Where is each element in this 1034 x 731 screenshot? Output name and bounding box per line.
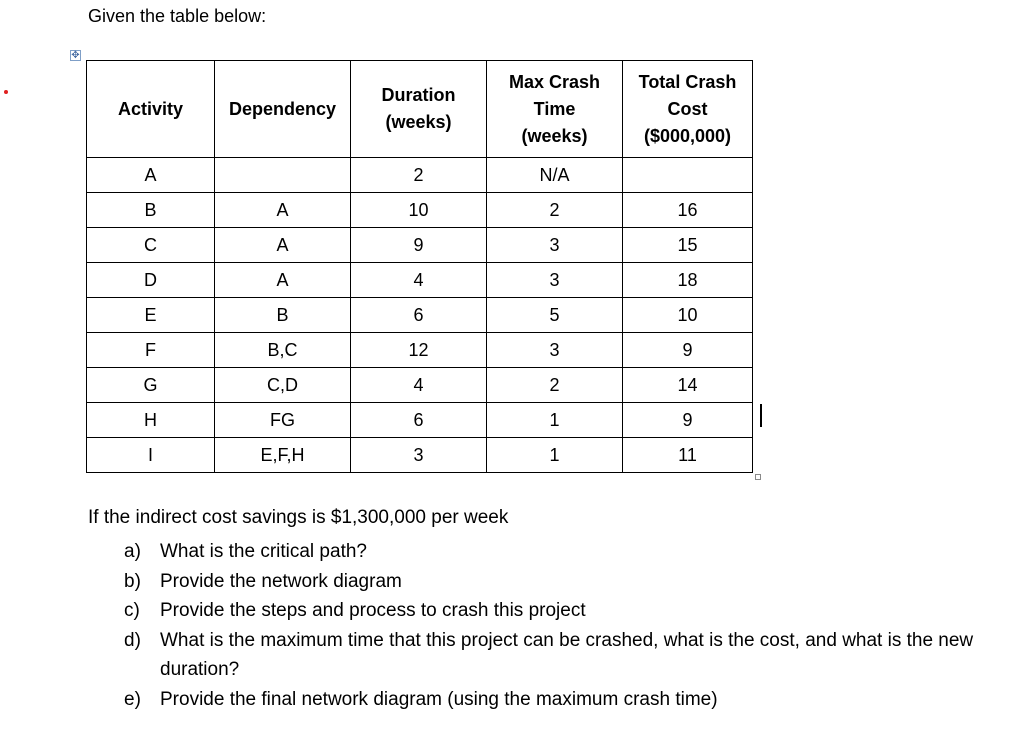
cell-max-crash: 1 xyxy=(487,438,623,473)
cell-max-crash: N/A xyxy=(487,158,623,193)
table-row xyxy=(87,158,753,193)
cell-total-cost: 9 xyxy=(623,403,753,438)
list-item-text: What is the critical path? xyxy=(160,541,367,562)
table-row xyxy=(87,228,753,263)
cell-duration: 9 xyxy=(351,228,487,263)
header-total-cost-line1: Total Crash xyxy=(638,71,737,92)
cell-activity: C xyxy=(87,228,215,263)
cell-dependency: B,C xyxy=(215,333,351,368)
cell-activity: I xyxy=(87,438,215,473)
text-cursor xyxy=(760,404,762,427)
activity-table xyxy=(86,60,753,473)
header-total-cost xyxy=(623,61,753,158)
cell-duration: 12 xyxy=(351,333,487,368)
red-dot-marker xyxy=(4,90,8,94)
cell-total-cost: 9 xyxy=(623,333,753,368)
cell-max-crash: 3 xyxy=(487,263,623,298)
cell-activity: H xyxy=(87,403,215,438)
cell-dependency: B xyxy=(215,298,351,333)
list-item-text: Provide the network diagram xyxy=(160,570,402,592)
cell-dependency: A xyxy=(215,263,351,298)
cell-total-cost: 14 xyxy=(623,368,753,403)
cell-activity: G xyxy=(87,368,215,403)
cell-activity: F xyxy=(87,333,215,368)
table-row xyxy=(87,368,753,403)
list-marker: a) xyxy=(124,541,141,562)
cell-max-crash: 3 xyxy=(487,333,623,368)
list-item xyxy=(124,685,1024,715)
cell-duration: 4 xyxy=(351,263,487,298)
cell-activity: D xyxy=(87,263,215,298)
header-total-cost-line3: ($000,000) xyxy=(643,125,732,146)
cell-total-cost: 15 xyxy=(623,228,753,263)
list-item xyxy=(124,567,1024,597)
cell-duration: 2 xyxy=(351,158,487,193)
cell-total-cost: 10 xyxy=(623,298,753,333)
cell-dependency: E,F,H xyxy=(215,438,351,473)
header-activity: Activity xyxy=(87,61,215,158)
cell-duration: 6 xyxy=(351,403,487,438)
table-row xyxy=(87,193,753,228)
cell-max-crash: 5 xyxy=(487,298,623,333)
cell-total-cost xyxy=(623,158,753,193)
list-item-text: What is the maximum time that this project can be crashed, what is the cost, and what is the new duration? xyxy=(160,629,974,680)
table-row xyxy=(87,438,753,473)
cell-dependency: FG xyxy=(215,403,351,438)
list-item-text: Provide the final network diagram (using the maximum crash time) xyxy=(160,688,718,710)
cell-duration: 4 xyxy=(351,368,487,403)
header-duration-line1: Duration xyxy=(381,85,456,105)
header-duration-line2: (weeks) xyxy=(385,112,452,132)
header-max-crash xyxy=(487,61,623,158)
header-total-cost-line2: Cost xyxy=(667,98,708,119)
cell-duration: 3 xyxy=(351,438,487,473)
list-marker: e) xyxy=(124,688,141,710)
header-dependency: Dependency xyxy=(215,61,351,158)
cell-dependency: A xyxy=(215,193,351,228)
move-handle-icon[interactable]: ✥ xyxy=(71,50,80,61)
list-marker: c) xyxy=(124,600,140,621)
cell-total-cost: 16 xyxy=(623,193,753,228)
cell-activity: A xyxy=(87,158,215,193)
cell-total-cost: 18 xyxy=(623,263,753,298)
cell-activity: B xyxy=(87,193,215,228)
table-row xyxy=(87,298,753,333)
header-max-crash-line3: (weeks) xyxy=(521,125,588,146)
list-marker: b) xyxy=(124,570,141,592)
list-item xyxy=(124,626,1024,685)
header-max-crash-line1: Max Crash xyxy=(508,71,601,92)
table-row xyxy=(87,333,753,368)
table-row xyxy=(87,403,753,438)
cell-dependency: C,D xyxy=(215,368,351,403)
cell-max-crash: 3 xyxy=(487,228,623,263)
intro-text: Given the table below: xyxy=(88,6,267,26)
cell-duration: 10 xyxy=(351,193,487,228)
list-marker: d) xyxy=(124,629,141,651)
list-item-text: Provide the steps and process to crash this project xyxy=(160,600,586,621)
cell-dependency: A xyxy=(215,228,351,263)
cell-max-crash: 2 xyxy=(487,368,623,403)
list-item xyxy=(124,537,1024,567)
table-header-row xyxy=(87,61,753,158)
list-item xyxy=(124,596,1024,626)
cell-dependency xyxy=(215,158,351,193)
table-row xyxy=(87,263,753,298)
header-duration xyxy=(351,61,487,158)
question-text: If the indirect cost savings is $1,300,000 per week xyxy=(88,507,509,528)
cell-total-cost: 11 xyxy=(623,438,753,473)
question-list xyxy=(124,537,1024,714)
cell-max-crash: 2 xyxy=(487,193,623,228)
cell-activity: E xyxy=(87,298,215,333)
cell-duration: 6 xyxy=(351,298,487,333)
header-max-crash-line2: Time xyxy=(533,98,576,119)
cell-max-crash: 1 xyxy=(487,403,623,438)
resize-handle-icon[interactable] xyxy=(755,474,761,480)
